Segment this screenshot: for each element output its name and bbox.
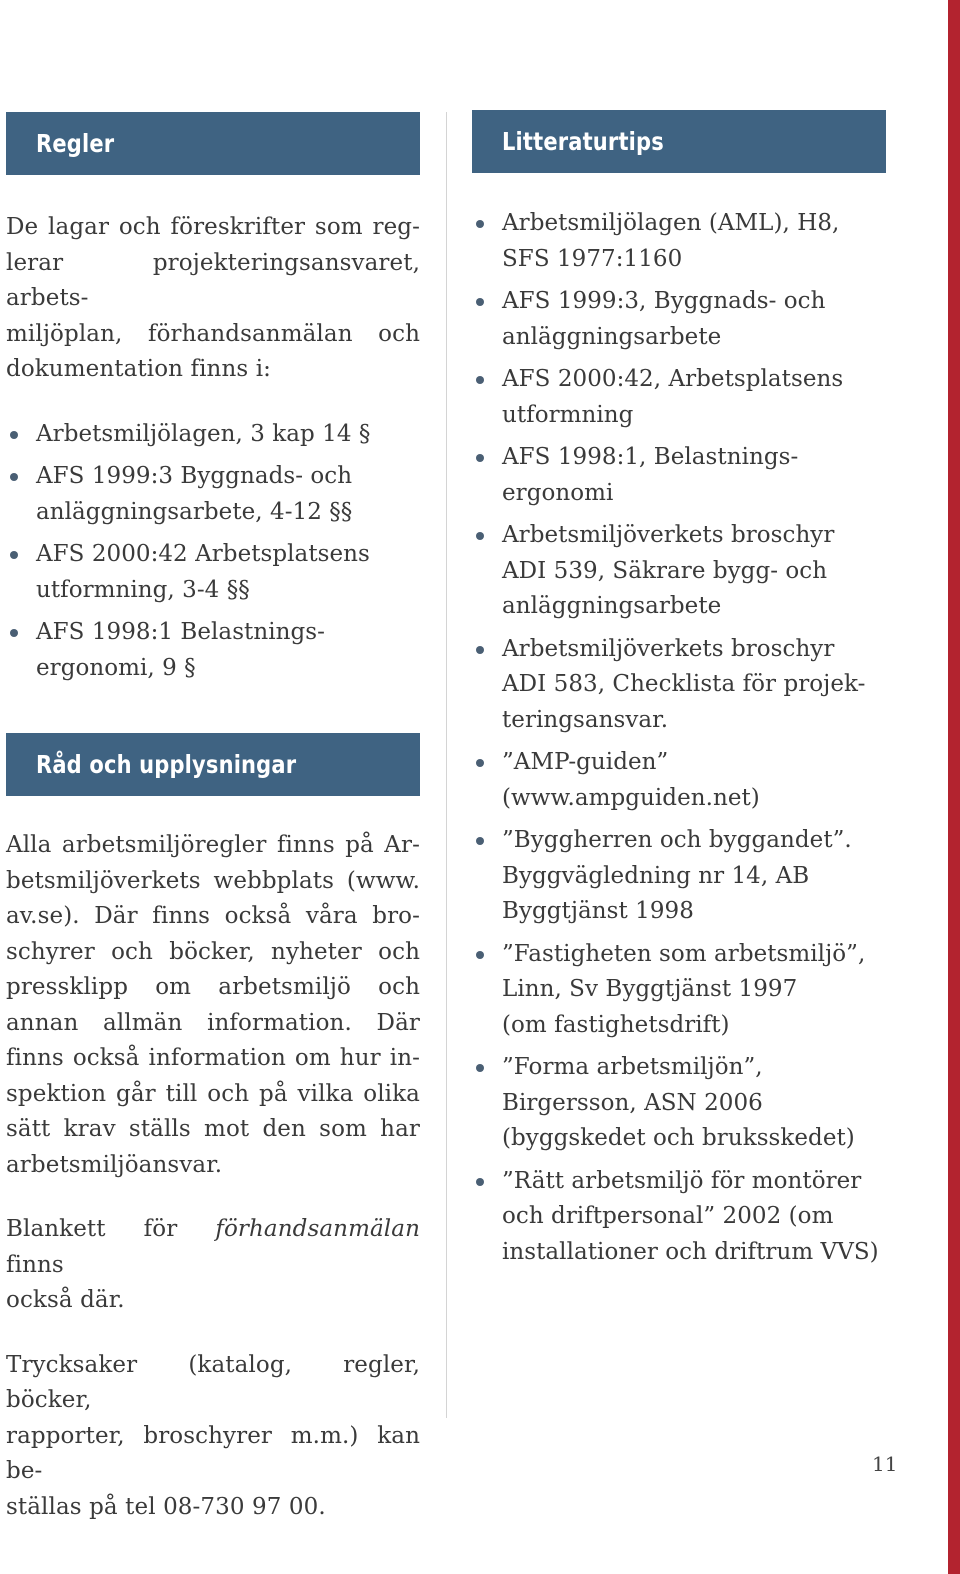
- form-text: Blankett för förhandsanmälan finns också där.: [6, 1216, 420, 1313]
- list-item: ”Byggherren och byggandet”. Byggvägledning nr 14, AB Byggtjänst 1998: [472, 823, 886, 930]
- rules-intro-line: miljöplan, förhandsanmälan och: [6, 320, 420, 347]
- rules-intro-line: dokumentation finns i:: [6, 356, 271, 382]
- left-column: [6, 112, 420, 1525]
- page-number: 11: [872, 1452, 898, 1476]
- list-item: ”Rätt arbetsmiljö för montörer och driftpersonal” 2002 (om installationer och driftrum VVS): [472, 1164, 886, 1271]
- form-italic: förhandsanmälan: [215, 1216, 420, 1242]
- literature-heading: Litteraturtips: [472, 110, 886, 173]
- list-item: Arbetsmiljöverkets broschyr ADI 583, Checklista för projek- teringsansvar.: [472, 632, 886, 739]
- list-item: Arbetsmiljöverkets broschyr ADI 539, Säkrare bygg- och anläggningsarbete: [472, 518, 886, 625]
- rules-heading: Regler: [6, 112, 420, 175]
- advice-text: Alla arbetsmiljöregler finns på Ar- betsmiljöverkets webbplats (www. av.se). Där finns också våra bro- schyrer och böcker, nyheter och pressklipp om arbetsmiljö och annan allmän information. Där finns också information om hur in- spektion går till och på vilka olika sätt krav ställs mot den som har arbetsmiljöansvar.: [6, 832, 420, 1178]
- list-item: AFS 1999:3, Byggnads- och anläggningsarbete: [472, 284, 886, 355]
- list-item: ”Fastigheten som arbetsmiljö”, Linn, Sv Byggtjänst 1997 (om fastighetsdrift): [472, 937, 886, 1044]
- right-column: [472, 110, 886, 1270]
- list-item: ”Forma arbetsmiljön”, Birgersson, ASN 2006 (byggskedet och bruksskedet): [472, 1050, 886, 1157]
- list-item: Arbetsmiljölagen (AML), H8, SFS 1977:1160: [472, 206, 886, 277]
- rules-intro-line: De lagar och föreskrifter som reg-: [6, 214, 420, 240]
- rules-list: [6, 417, 420, 687]
- rules-intro-line: lerar projekteringsansvaret, arbets-: [6, 249, 420, 311]
- list-item: ”AMP-guiden” (www.ampguiden.net): [472, 745, 886, 816]
- advice-heading: Råd och upplysningar: [6, 733, 420, 796]
- list-item: AFS 1998:1, Belastnings- ergonomi: [472, 440, 886, 511]
- column-divider: [446, 112, 447, 1418]
- list-item: AFS 1998:1 Belastnings- ergonomi, 9 §: [6, 615, 420, 686]
- literature-list: [472, 206, 886, 1270]
- list-item: AFS 2000:42 Arbetsplatsens utformning, 3-4 §§: [6, 537, 420, 608]
- list-item: Arbetsmiljölagen, 3 kap 14 §: [6, 417, 420, 453]
- rules-intro: [6, 210, 420, 388]
- list-item: AFS 1999:3 Byggnads- och anläggningsarbete, 4-12 §§: [6, 459, 420, 530]
- list-item: AFS 2000:42, Arbetsplatsens utformning: [472, 362, 886, 433]
- print-text: Trycksaker (katalog, regler, böcker, rapporter, broschyrer m.m.) kan be- ställas på tel 08-730 97 00.: [6, 1351, 420, 1520]
- page-edge-strip: [948, 0, 960, 1574]
